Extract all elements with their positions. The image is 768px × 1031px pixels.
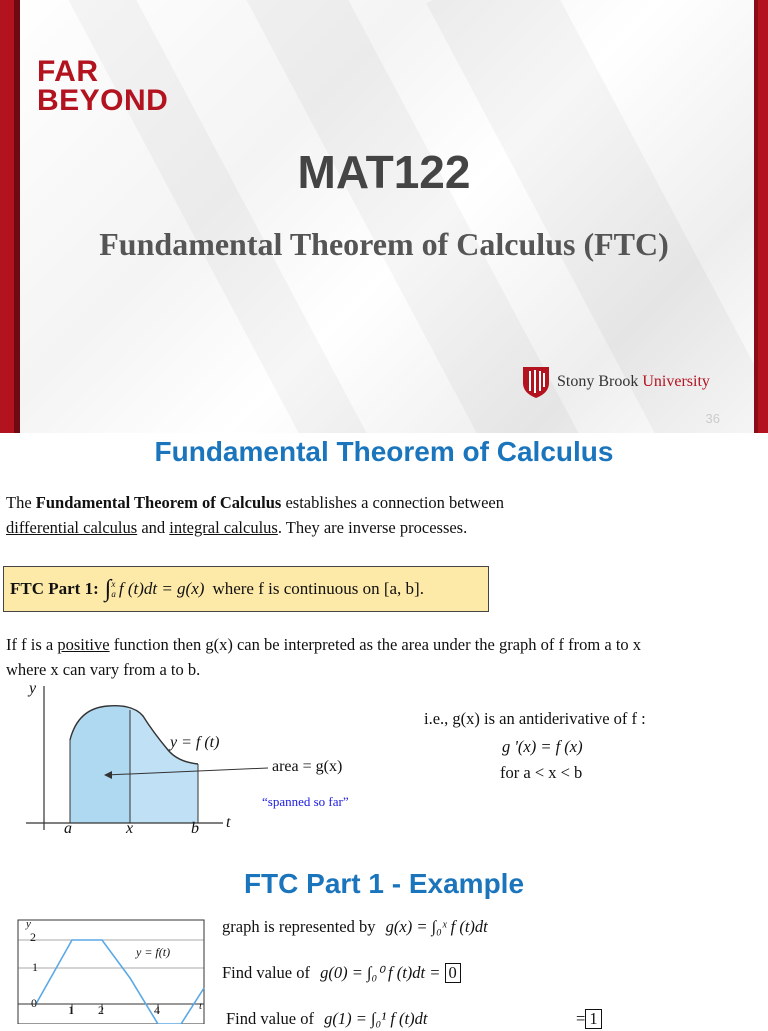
positive-line1b: function then g(x) can be interpreted as the area under the graph of f from a to x: [113, 635, 642, 654]
positive-paragraph: [6, 632, 766, 682]
graph-a-label: a: [64, 820, 72, 837]
positive-line1a: If f is a: [6, 635, 54, 654]
line2-text: Find value of: [222, 963, 310, 982]
derivative-equation: g '(x) = f (x): [502, 737, 583, 756]
ftc-condition: where f is continuous on [a, b].: [212, 579, 424, 598]
line3-answer: 1: [585, 1009, 601, 1029]
line1-formula: g(x) = ∫₀ˣ f (t)dt: [385, 917, 488, 936]
stony-brook-logo: [521, 365, 710, 399]
university-name-part2: University: [642, 373, 710, 390]
ftc-part1-box: [3, 566, 489, 612]
tick-label-x2: 2: [98, 1003, 104, 1017]
university-name-part1: Stony Brook: [557, 373, 639, 390]
graph-frame: [18, 920, 204, 1024]
intro-end: . They are inverse processes.: [277, 518, 468, 537]
integral-sign-icon: ∫: [104, 575, 112, 602]
example-y-axis-label: y: [26, 918, 31, 930]
example-t-axis-label: t: [199, 1000, 203, 1012]
far-beyond-logo-line2: BEYOND: [37, 84, 169, 117]
range-condition: for a < x < b: [500, 763, 583, 782]
far-beyond-logo-line1: FAR: [37, 55, 99, 88]
positive-line2: where x can vary from a to b.: [6, 660, 201, 679]
example-line3: [226, 1006, 626, 1031]
tick-label-0: 0: [31, 996, 37, 1010]
intro-differential: differential calculus: [6, 518, 138, 537]
ftc-heading: Fundamental Theorem of Calculus: [154, 436, 614, 467]
intro-and: and: [141, 518, 166, 537]
example-curve-label: y = f(t): [136, 945, 171, 959]
example-line2: [222, 960, 461, 985]
intro-integral: integral calculus: [169, 518, 278, 537]
line3-formula: g(1) = ∫₀¹ f (t)dt: [324, 1009, 428, 1028]
page-number: 36: [705, 411, 720, 426]
tick-label-x4: 4: [154, 1003, 160, 1017]
integral-limits: x a: [111, 579, 116, 599]
graph-x-label: x: [126, 820, 134, 837]
ftc-formula: f (t)dt = g(x): [118, 579, 205, 598]
antiderivative-note: i.e., g(x) is an antiderivative of f :: [424, 709, 646, 728]
intro-rest: establishes a connection between: [285, 493, 504, 512]
left-red-border: [0, 0, 14, 433]
example-line3-answer-wrap: = 1: [576, 1006, 602, 1031]
line1-text: graph is represented by: [222, 917, 376, 936]
spanned-note: “spanned so far”: [262, 794, 349, 809]
area-label: area = g(x): [272, 758, 343, 775]
tick-label-y1: 1: [32, 960, 38, 974]
university-name: [557, 373, 710, 391]
line2-formula: g(0) = ∫₀⁰ f (t)dt =: [320, 963, 441, 982]
slide-subtitle: Fundamental Theorem of Calculus (FTC): [99, 226, 669, 262]
line3-text: Find value of: [226, 1009, 314, 1028]
university-shield-icon: [521, 365, 551, 399]
line2-answer: 0: [445, 963, 461, 983]
ftc-label: FTC Part 1:: [10, 579, 99, 598]
intro-bold: Fundamental Theorem of Calculus: [35, 493, 282, 512]
graph-t-label: t: [226, 814, 231, 831]
tick-label-x1: 1: [68, 1003, 74, 1017]
course-title: MAT122: [297, 146, 471, 198]
positive-word: positive: [57, 635, 110, 654]
tick-label-y2: 2: [30, 930, 36, 944]
intro-the: The: [6, 493, 32, 512]
curve-label: y = f (t): [170, 734, 220, 751]
right-dark-border: [754, 0, 758, 433]
intro-paragraph: [6, 490, 504, 540]
left-dark-border: [14, 0, 20, 433]
example-line1: [222, 914, 488, 939]
right-red-border: [758, 0, 768, 433]
graph-b-label: b: [191, 820, 199, 837]
title-slide: [0, 0, 768, 433]
shaded-area: [70, 706, 130, 823]
example-heading: FTC Part 1 - Example: [243, 868, 525, 899]
graph-y-label: y: [29, 680, 37, 697]
